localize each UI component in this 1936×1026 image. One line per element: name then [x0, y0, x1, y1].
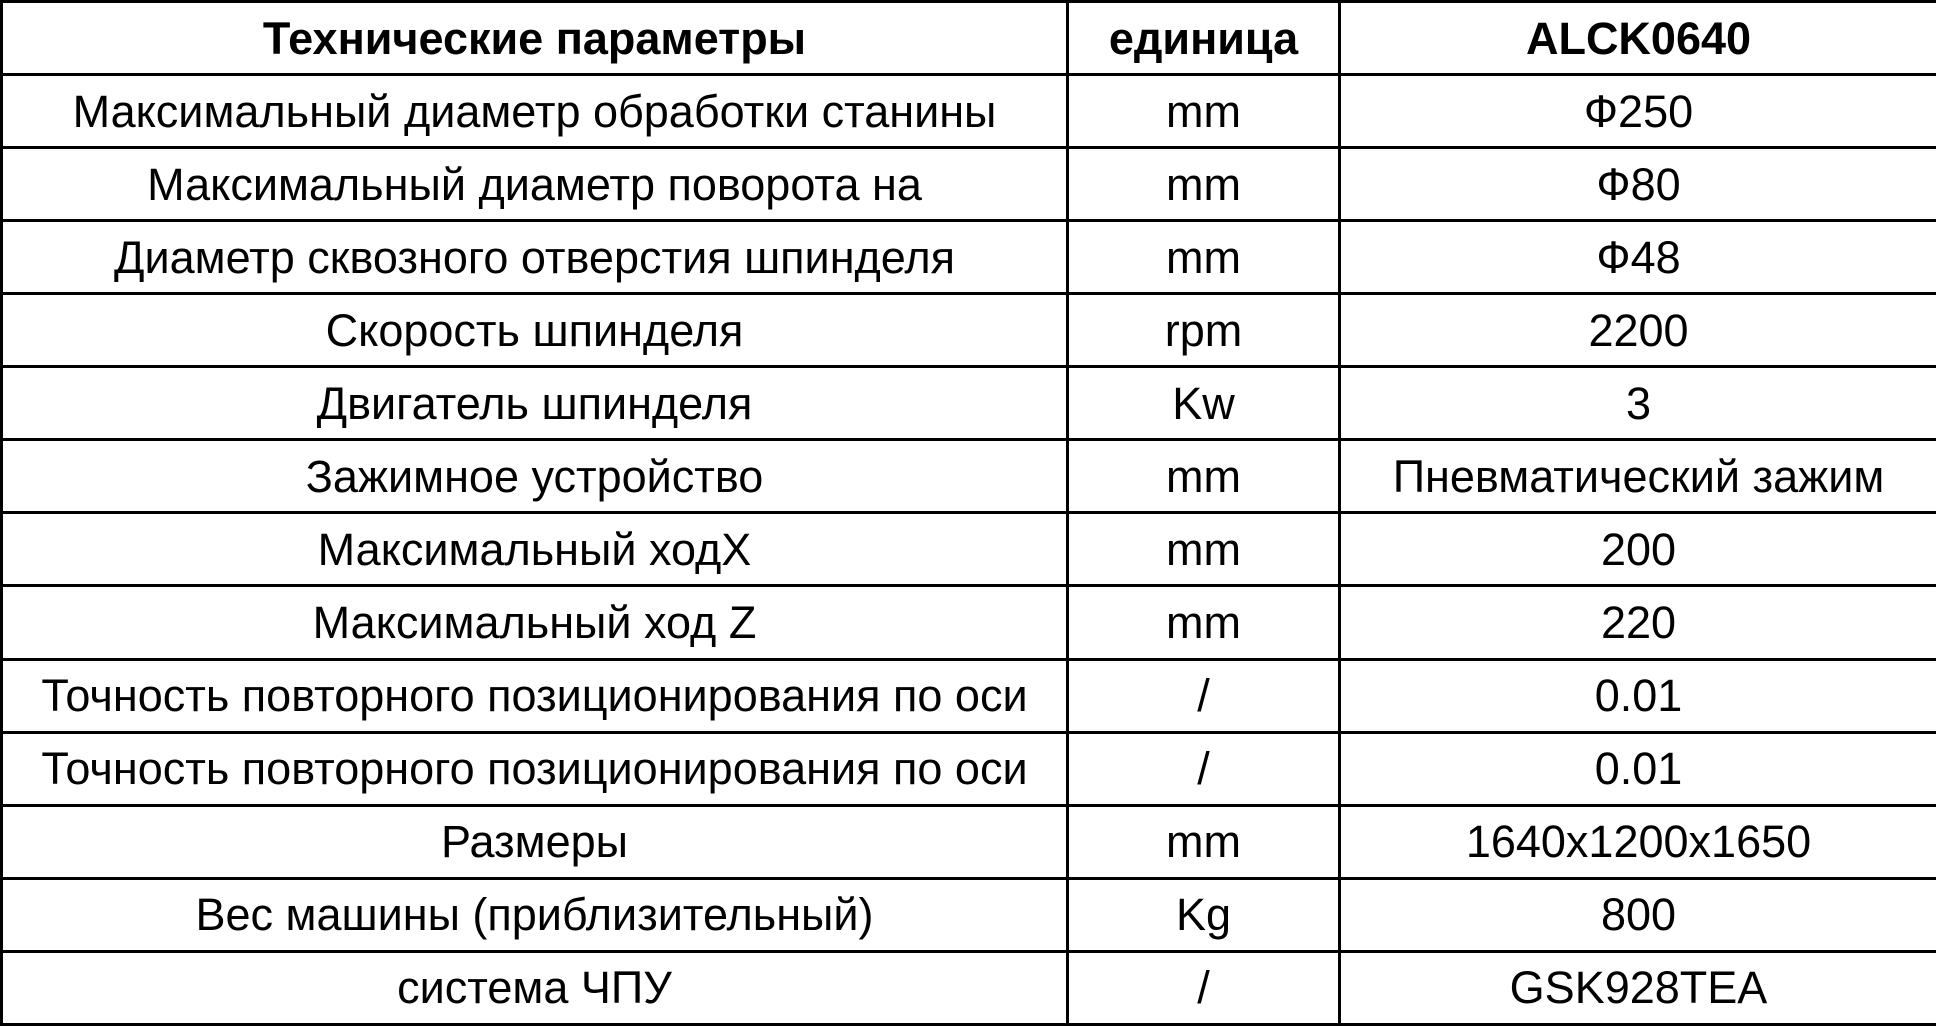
table-row: [2, 732, 1936, 805]
param-text: Размеры: [440, 816, 629, 868]
table-row: [2, 294, 1936, 367]
unit-text: mm: [1166, 816, 1241, 868]
value-text: Ф250: [1583, 85, 1694, 137]
value-text: 800: [1600, 889, 1677, 941]
unit-cell: [1068, 440, 1340, 513]
param-cell: [2, 513, 1068, 586]
unit-text: Kg: [1175, 889, 1232, 941]
value-cell: [1340, 221, 1936, 294]
table-row: [2, 367, 1936, 440]
unit-cell: [1068, 951, 1340, 1024]
table-row: [2, 878, 1936, 951]
unit-cell: [1068, 513, 1340, 586]
unit-cell: [1068, 294, 1340, 367]
unit-text: rpm: [1164, 304, 1243, 356]
value-text: Пневматический зажим: [1392, 450, 1885, 502]
param-cell: [2, 659, 1068, 732]
header-param: Технические параметры: [2, 2, 1068, 75]
header-row: [2, 2, 1936, 75]
value-text: 3: [1625, 377, 1652, 429]
unit-text: mm: [1166, 596, 1241, 648]
param-cell: [2, 221, 1068, 294]
param-cell: [2, 294, 1068, 367]
unit-cell: [1068, 367, 1340, 440]
param-text: Точность повторного позиционирования по оси: [41, 670, 1028, 722]
table-row: [2, 805, 1936, 878]
param-cell: [2, 951, 1068, 1024]
param-cell: [2, 75, 1068, 148]
unit-cell: [1068, 659, 1340, 732]
value-text: 1640x1200x1650: [1465, 816, 1812, 868]
param-cell: [2, 440, 1068, 513]
unit-text: mm: [1166, 85, 1241, 137]
value-cell: [1340, 732, 1936, 805]
table-row: [2, 659, 1936, 732]
value-cell: [1340, 951, 1936, 1024]
table-row: [2, 586, 1936, 659]
value-cell: [1340, 878, 1936, 951]
value-cell: [1340, 148, 1936, 221]
param-text: система ЧПУ: [397, 962, 672, 1014]
param-text: Максимальный ход Z: [312, 596, 757, 648]
header-unit: единица: [1068, 2, 1340, 75]
value-text: Ф80: [1596, 158, 1681, 210]
value-text: 220: [1600, 596, 1677, 648]
value-cell: [1340, 805, 1936, 878]
unit-cell: [1068, 805, 1340, 878]
table-row: [2, 513, 1936, 586]
value-cell: [1340, 586, 1936, 659]
param-cell: [2, 148, 1068, 221]
spec-table-head: [2, 2, 1936, 75]
value-text: 200: [1600, 523, 1677, 575]
param-cell: [2, 586, 1068, 659]
value-cell: [1340, 75, 1936, 148]
value-text: 0.01: [1594, 670, 1683, 722]
table-row: [2, 221, 1936, 294]
param-text: Диаметр сквозного отверстия шпинделя: [114, 231, 955, 283]
unit-cell: [1068, 878, 1340, 951]
param-cell: [2, 732, 1068, 805]
param-text: Максимальный диаметр поворота на: [147, 158, 922, 210]
unit-cell: [1068, 75, 1340, 148]
unit-text: /: [1197, 962, 1210, 1014]
unit-cell: [1068, 732, 1340, 805]
value-text: 0.01: [1594, 743, 1683, 795]
unit-text: mm: [1166, 450, 1241, 502]
unit-cell: [1068, 148, 1340, 221]
value-text: Ф48: [1596, 231, 1681, 283]
param-text: Максимальный диаметр обработки станины: [72, 85, 997, 137]
param-cell: [2, 367, 1068, 440]
param-text: Вес машины (приблизительный): [195, 889, 874, 941]
unit-cell: [1068, 221, 1340, 294]
table-row: [2, 951, 1936, 1024]
value-cell: [1340, 294, 1936, 367]
value-cell: [1340, 367, 1936, 440]
unit-text: mm: [1166, 158, 1241, 210]
value-cell: [1340, 659, 1936, 732]
unit-text: Kw: [1172, 377, 1235, 429]
unit-text: mm: [1166, 523, 1241, 575]
unit-text: /: [1197, 670, 1210, 722]
table-row: [2, 148, 1936, 221]
table-row: [2, 75, 1936, 148]
param-text: Зажимное устройство: [305, 450, 764, 502]
spec-table-body: [2, 75, 1936, 1025]
value-cell: [1340, 440, 1936, 513]
value-text: GSK928TEA: [1509, 962, 1768, 1014]
param-text: Двигатель шпинделя: [316, 377, 753, 429]
unit-text: mm: [1166, 231, 1241, 283]
header-model: ALCK0640: [1340, 2, 1936, 75]
table-row: [2, 440, 1936, 513]
value-text: 2200: [1588, 304, 1689, 356]
value-cell: [1340, 513, 1936, 586]
unit-text: /: [1197, 743, 1210, 795]
param-text: Максимальный ходX: [317, 523, 752, 575]
unit-cell: [1068, 586, 1340, 659]
param-cell: [2, 805, 1068, 878]
param-text: Скорость шпинделя: [325, 304, 744, 356]
param-text: Точность повторного позиционирования по оси: [41, 743, 1028, 795]
param-cell: [2, 878, 1068, 951]
